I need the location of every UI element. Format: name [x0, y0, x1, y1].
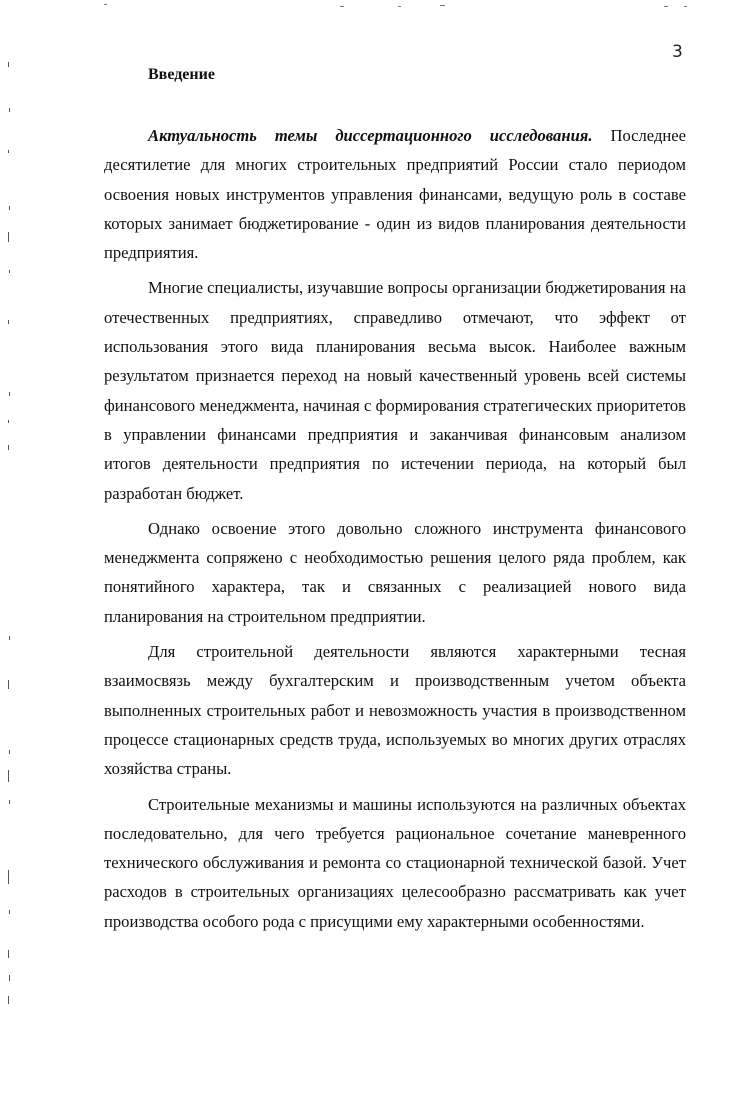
- paragraph: Многие специалисты, изучавшие вопросы организации бюджетирования на отечественных предприятиях, справедливо отмечают, что эффект от использования этого вида планирования весьма высок. Наиболее важным результатом признается переход на новый качественный уровень всей системы финансового менеджмента, начиная с формирования стратегических приоритетов в управлении финансами предприятия и заканчивая финансовым анализом итогов деятельности предприятия по истечении периода, на который был разработан бюджет.: [104, 278, 686, 503]
- scan-artifact: [9, 800, 10, 804]
- scan-artifact: [104, 4, 107, 5]
- scan-artifact: [9, 975, 10, 981]
- scan-artifact: [8, 870, 9, 884]
- scan-artifact: [9, 270, 10, 273]
- scan-artifact: [9, 108, 10, 112]
- scan-artifact: [340, 6, 344, 7]
- scan-artifact: [8, 420, 9, 423]
- scan-artifact: [8, 62, 9, 67]
- scan-artifact: [8, 996, 9, 1004]
- scan-artifact: [8, 770, 9, 782]
- scan-artifact: [8, 950, 9, 958]
- paragraph: Строительные механизмы и машины используются на различных объектах последовательно, для чего требуется рациональное сочетание маневренного технического обслуживания и ремонта со стационарной технической базой. Учет расходов в строительных организациях целесообразно рассматривать как учет производства особого рода с присущими ему характерными особенностями.: [104, 794, 686, 931]
- paragraph: Однако освоение этого довольно сложного инструмента финансового менеджмента сопряжено с необходимостью решения целого ряда проблем, как понятийного характера, так и связанных с реализацией нового вида планирования на строительном предприятии.: [104, 518, 686, 626]
- scan-artifact: [9, 392, 10, 396]
- paragraph: Для строительной деятельности являются характерными тесная взаимосвязь между бухгалтерским и производственным учетом объекта выполненных строительных работ и невозможность участия в производственном процессе стационарных средств труда, используемых во многих других отраслях хозяйства страны.: [104, 642, 686, 779]
- scan-artifact: [9, 206, 10, 210]
- scan-artifact: [664, 6, 668, 7]
- scan-artifact: [8, 680, 9, 689]
- section-heading: Введение: [148, 66, 215, 83]
- scan-artifact: [8, 150, 9, 153]
- body-text: [104, 121, 686, 942]
- scan-artifact: [9, 910, 10, 914]
- scan-artifact: [8, 445, 9, 450]
- scan-artifact: [398, 6, 401, 7]
- paragraph-lead: Актуальность темы диссертационного исследования.: [148, 126, 593, 145]
- paragraph: [104, 121, 686, 267]
- scan-artifact: [8, 320, 9, 324]
- scan-artifact: [440, 5, 445, 6]
- page-number: 3: [672, 42, 683, 62]
- scan-artifact: [9, 750, 10, 754]
- paragraph-text: Последнее десятилетие для многих строительных предприятий России стало периодом освоения новых инструментов управления финансами, ведущую роль в составе которых занимает бюджетирование - один из видов планирования деятельности предприятия.: [104, 126, 686, 263]
- scan-artifact: [8, 232, 9, 242]
- scan-artifact: [9, 636, 10, 640]
- scan-artifact: [684, 6, 687, 7]
